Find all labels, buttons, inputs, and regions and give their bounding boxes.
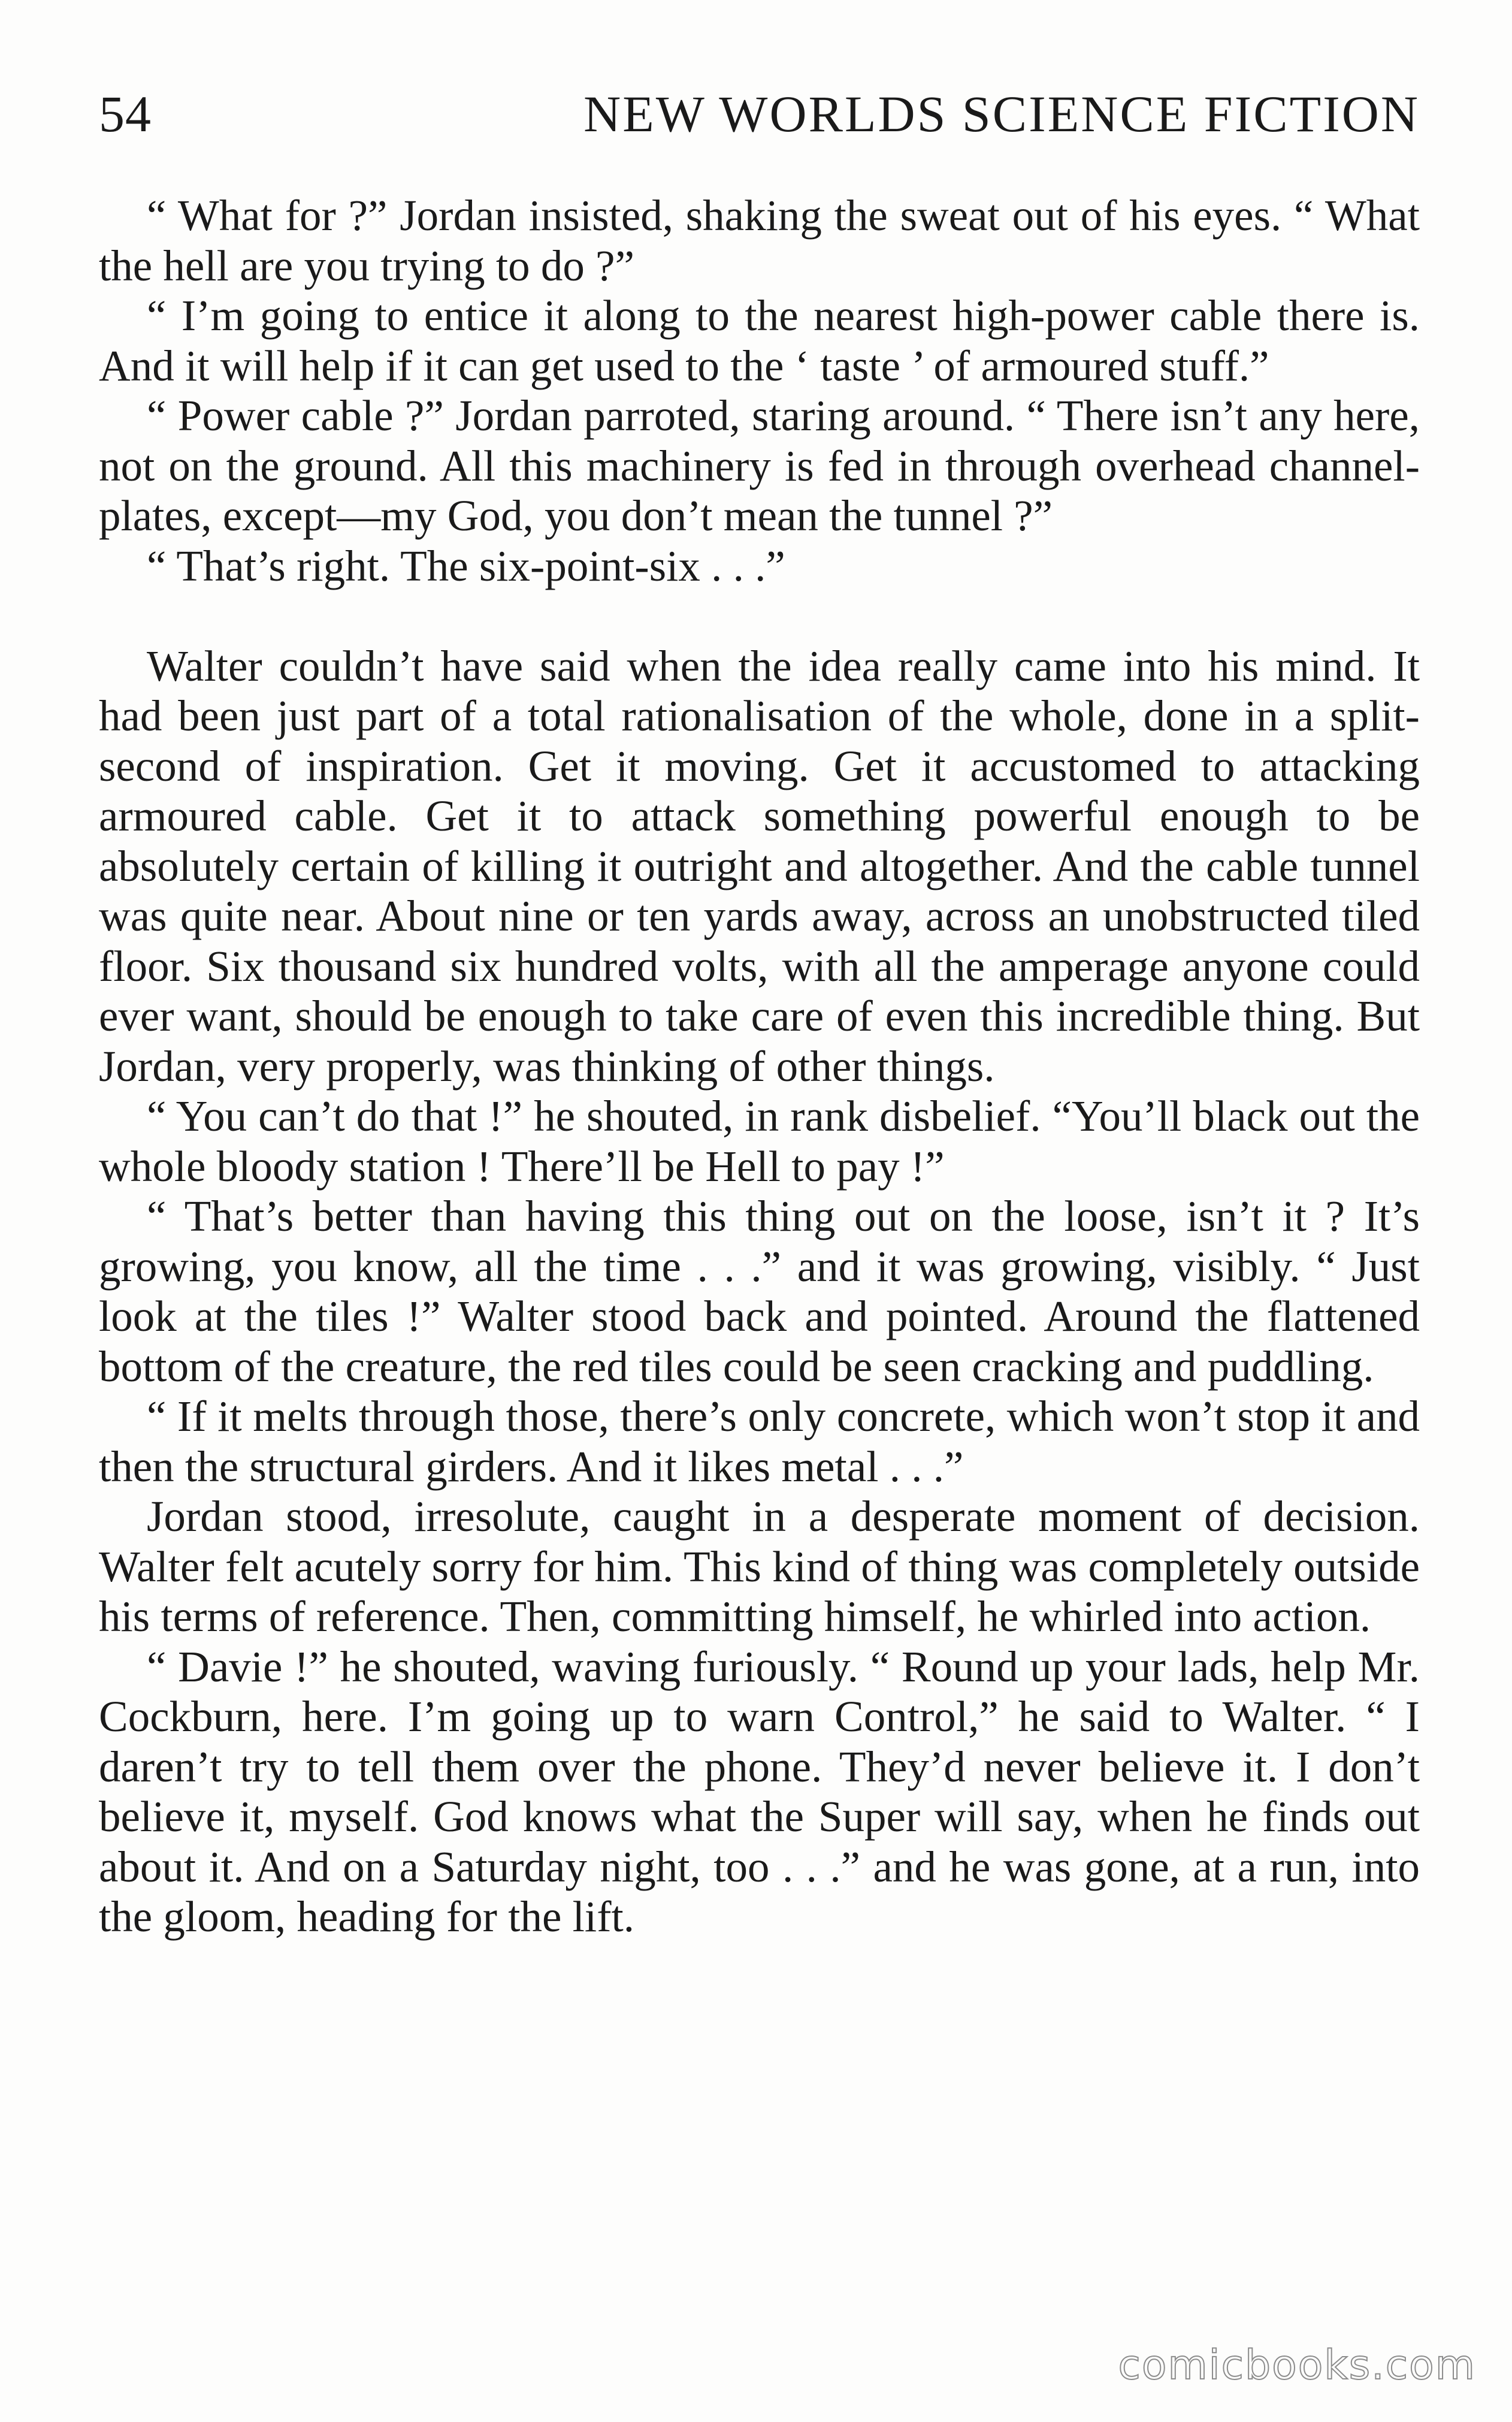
paragraph-6: “ You can’t do that !” he shouted, in rank disbelief. “You’ll black out the whole bloody station ! There’ll be Hell to pay !” bbox=[99, 1092, 1420, 1191]
running-title: NEW WORLDS SCIENCE FICTION bbox=[583, 85, 1420, 143]
running-head bbox=[99, 84, 1420, 150]
paragraph-2: “ I’m going to entice it along to the nearest high-power cable there is. And it will help if it can get used to the ‘ taste ’ of armoured stuff.” bbox=[99, 291, 1420, 390]
paragraph-10: “ Davie !” he shouted, waving furiously. “ Round up your lads, help Mr. Cockburn, here. I’m going up to warn Control,” he said to Walter. “ I daren’t try to tell them over the phone. They’d never believe it. I don’t believe it, myself. God knows what the Super will say, when he finds out about it. And on a Saturday night, too . . .” and he was gone, at a run, into the gloom, heading for the lift. bbox=[99, 1642, 1420, 1941]
paragraph-3: “ Power cable ?” Jordan parroted, staring around. “ There isn’t any here, not on the ground. All this machinery is fed in through overhead channel-plates, except—my God, you don’t mean the tunnel ?” bbox=[99, 391, 1420, 540]
watermark: comicbooks.com bbox=[1118, 2342, 1476, 2389]
paragraph-4: “ That’s right. The six-point-six . . .” bbox=[147, 541, 785, 590]
paragraph-7: “ That’s better than having this thing out on the loose, isn’t it ? It’s growing, you know, all the time . . .” and it was growing, visibly. “ Just look at the tiles !” Walter stood back and pointed. Around the flattened bottom of the creature, the red tiles could be seen cracking and puddling. bbox=[99, 1192, 1420, 1391]
body-text bbox=[99, 191, 1420, 1942]
paragraph-8: “ If it melts through those, there’s only concrete, which won’t stop it and then the structural girders. And it likes metal . . .” bbox=[99, 1392, 1420, 1491]
paragraph-5: Walter couldn’t have said when the idea really came into his mind. It had been just part of a total rationalisation of the whole, done in a split-second of inspiration. Get it moving. Get it accustomed to attacking armoured cable. Get it to attack something powerful enough to be absolutely certain of killing it outright and altogether. And the cable tunnel was quite near. About nine or ten yards away, across an unobstructed tiled floor. Six thousand six hundred volts, with all the amperage anyone could ever want, should be enough to take care of even this incredible thing. But Jordan, very properly, was thinking of other things. bbox=[99, 641, 1420, 1091]
paragraph-1: “ What for ?” Jordan insisted, shaking the sweat out of his eyes. “ What the hell are you trying to do ?” bbox=[99, 191, 1420, 290]
page-number: 54 bbox=[99, 85, 152, 143]
paragraph-9: Jordan stood, irresolute, caught in a desperate moment of decision. Walter felt acutely sorry for him. This kind of thing was completely outside his terms of reference. Then, committing himself, he whirled into action. bbox=[99, 1492, 1420, 1641]
